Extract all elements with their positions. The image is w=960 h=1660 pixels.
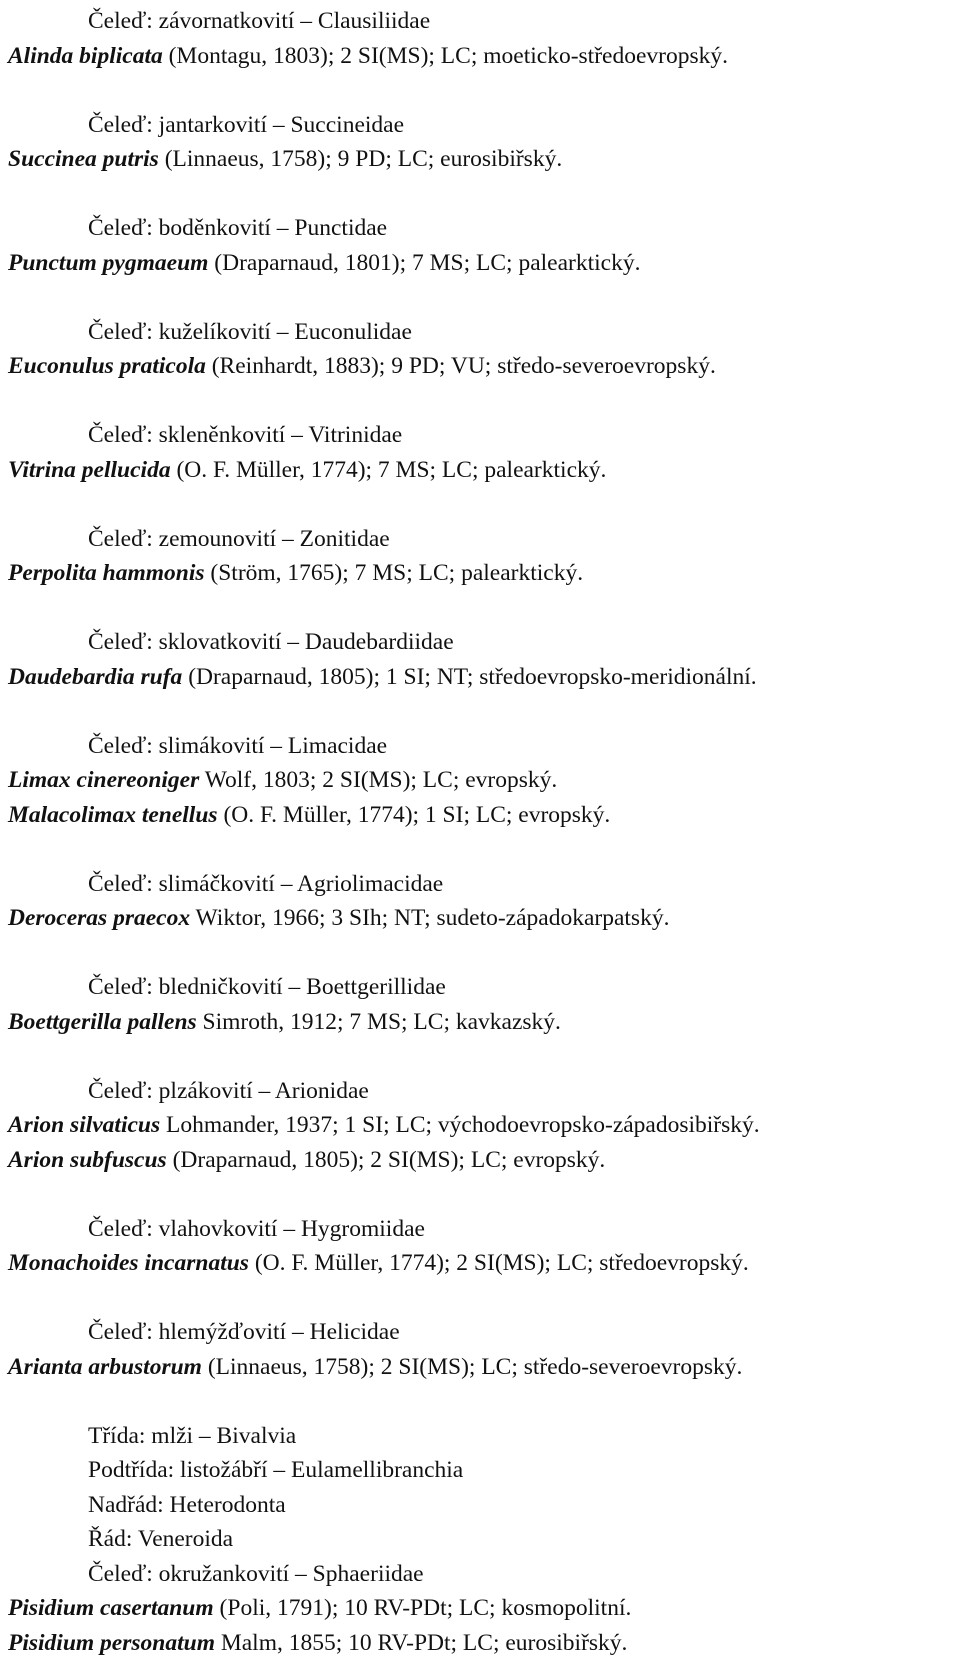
species-name: Arion subfuscus — [8, 1147, 167, 1173]
taxon-heading: Čeleď: plzákovití – Arionidae — [0, 1074, 960, 1109]
species-name: Vitrina pellucida — [8, 457, 171, 483]
species-details: Wiktor, 1966; 3 SIh; NT; sudeto-západokarpatský. — [190, 905, 669, 931]
species-name: Deroceras praecox — [8, 905, 190, 931]
taxon-heading: Čeleď: slimákovití – Limacidae — [0, 729, 960, 764]
species-entry — [0, 1350, 960, 1385]
taxon-heading: Čeleď: bledničkovití – Boettgerillidae — [0, 970, 960, 1005]
taxon-heading: Čeleď: závornatkovití – Clausiliidae — [0, 4, 960, 39]
species-details: (Ström, 1765); 7 MS; LC; palearktický. — [205, 560, 584, 586]
taxon-heading: Čeleď: vlahovkovití – Hygromiidae — [0, 1212, 960, 1247]
species-details: (Poli, 1791); 10 RV-PDt; LC; kosmopolitní. — [214, 1595, 632, 1621]
spacer — [0, 384, 960, 419]
taxon-heading: Čeleď: sklovatkovití – Daudebardiidae — [0, 625, 960, 660]
taxon-heading: Řád: Veneroida — [0, 1522, 960, 1557]
species-name: Limax cinereoniger — [8, 767, 199, 793]
taxon-heading: Čeleď: hlemýžďovití – Helicidae — [0, 1315, 960, 1350]
species-details: (Montagu, 1803); 2 SI(MS); LC; moeticko-středoevropský. — [163, 43, 728, 69]
species-name: Alinda biplicata — [8, 43, 163, 69]
spacer — [0, 487, 960, 522]
species-details: Lohmander, 1937; 1 SI; LC; východoevropsko-západosibiřský. — [160, 1112, 760, 1138]
species-name: Daudebardia rufa — [8, 664, 182, 690]
spacer — [0, 73, 960, 108]
taxon-heading: Čeleď: jantarkovití – Succineidae — [0, 108, 960, 143]
taxon-heading: Čeleď: okružankovití – Sphaeriidae — [0, 1557, 960, 1592]
species-entry — [0, 1143, 960, 1178]
taxon-heading: Nadřád: Heterodonta — [0, 1488, 960, 1523]
spacer — [0, 1281, 960, 1316]
species-entry — [0, 660, 960, 695]
taxon-heading: Čeleď: zemounovití – Zonitidae — [0, 522, 960, 557]
species-entry — [0, 349, 960, 384]
species-details: (O. F. Müller, 1774); 7 MS; LC; palearktický. — [171, 457, 607, 483]
species-name: Punctum pygmaeum — [8, 250, 208, 276]
species-name: Arion silvaticus — [8, 1112, 160, 1138]
species-entry — [0, 1246, 960, 1281]
species-name: Monachoides incarnatus — [8, 1250, 249, 1276]
species-name: Arianta arbustorum — [8, 1354, 202, 1380]
species-entry — [0, 1626, 960, 1660]
species-details: Malm, 1855; 10 RV-PDt; LC; eurosibiřský. — [215, 1630, 627, 1656]
species-details: (Linnaeus, 1758); 2 SI(MS); LC; středo-severoevropský. — [202, 1354, 742, 1380]
species-entry — [0, 1005, 960, 1040]
species-details: (Draparnaud, 1805); 2 SI(MS); LC; evropský. — [167, 1147, 606, 1173]
species-list — [0, 4, 960, 1660]
taxon-heading: Čeleď: boděnkovití – Punctidae — [0, 211, 960, 246]
species-details: (Linnaeus, 1758); 9 PD; LC; eurosibiřský. — [159, 146, 562, 172]
species-entry — [0, 763, 960, 798]
species-entry — [0, 901, 960, 936]
species-entry — [0, 1108, 960, 1143]
species-name: Perpolita hammonis — [8, 560, 205, 586]
taxon-heading: Čeleď: kuželíkovití – Euconulidae — [0, 315, 960, 350]
taxon-heading: Čeleď: slimáčkovití – Agriolimacidae — [0, 867, 960, 902]
species-entry — [0, 1591, 960, 1626]
spacer — [0, 177, 960, 212]
species-entry — [0, 246, 960, 281]
species-details: (O. F. Müller, 1774); 2 SI(MS); LC; středoevropský. — [249, 1250, 749, 1276]
species-entry — [0, 39, 960, 74]
spacer — [0, 832, 960, 867]
species-name: Malacolimax tenellus — [8, 802, 218, 828]
species-details: (Reinhardt, 1883); 9 PD; VU; středo-severoevropský. — [206, 353, 716, 379]
taxon-heading: Čeleď: skleněnkovití – Vitrinidae — [0, 418, 960, 453]
spacer — [0, 1039, 960, 1074]
species-details: (Draparnaud, 1801); 7 MS; LC; palearktický. — [208, 250, 640, 276]
species-entry — [0, 142, 960, 177]
species-name: Euconulus praticola — [8, 353, 206, 379]
spacer — [0, 694, 960, 729]
species-entry — [0, 556, 960, 591]
species-details: Wolf, 1803; 2 SI(MS); LC; evropský. — [199, 767, 557, 793]
species-name: Pisidium casertanum — [8, 1595, 214, 1621]
species-entry — [0, 798, 960, 833]
spacer — [0, 591, 960, 626]
species-details: (O. F. Müller, 1774); 1 SI; LC; evropský. — [218, 802, 611, 828]
spacer — [0, 1384, 960, 1419]
species-name: Boettgerilla pallens — [8, 1009, 197, 1035]
spacer — [0, 936, 960, 971]
spacer — [0, 1177, 960, 1212]
species-details: (Draparnaud, 1805); 1 SI; NT; středoevropsko-meridionální. — [182, 664, 756, 690]
spacer — [0, 280, 960, 315]
taxon-heading: Třída: mlži – Bivalvia — [0, 1419, 960, 1454]
species-details: Simroth, 1912; 7 MS; LC; kavkazský. — [197, 1009, 561, 1035]
species-entry — [0, 453, 960, 488]
species-name: Pisidium personatum — [8, 1630, 215, 1656]
taxon-heading: Podtřída: listožábří – Eulamellibranchia — [0, 1453, 960, 1488]
species-name: Succinea putris — [8, 146, 159, 172]
